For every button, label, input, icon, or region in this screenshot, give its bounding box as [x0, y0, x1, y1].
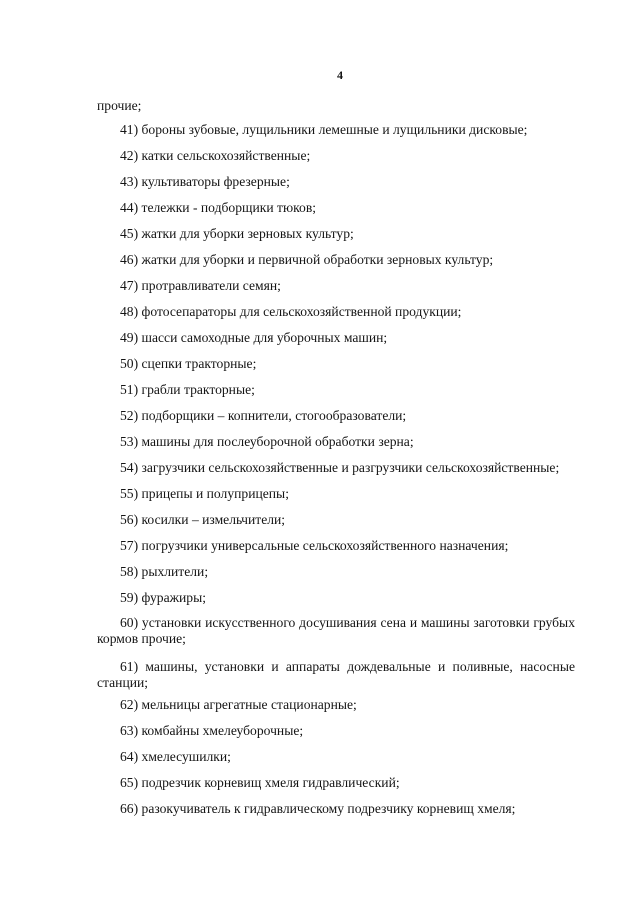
list-item-61: 61) машины, установки и аппараты дождевальные и поливные, насосные станции; [97, 659, 575, 690]
list-item-65: 65) подрезчик корневищ хмеля гидравлический; [120, 775, 400, 790]
list-item-43: 43) культиваторы фрезерные; [120, 174, 290, 189]
list-item-62: 62) мельницы агрегатные стационарные; [120, 697, 357, 712]
list-item-52: 52) подборщики – копнители, стогообразователи; [120, 408, 407, 423]
list-item-45: 45) жатки для уборки зерновых культур; [120, 226, 354, 241]
list-item-66: 66) разокучиватель к гидравлическому подрезчику корневищ хмеля; [120, 801, 516, 816]
list-item-64: 64) хмелесушилки; [120, 749, 231, 764]
list-item-59: 59) фуражиры; [120, 590, 206, 605]
list-item-51: 51) грабли тракторные; [120, 382, 255, 397]
list-item-50: 50) сцепки тракторные; [120, 356, 257, 371]
list-item-53: 53) машины для послеуборочной обработки зерна; [120, 434, 414, 449]
list-item-54: 54) загрузчики сельскохозяйственные и разгрузчики сельскохозяйственные; [120, 460, 560, 475]
list-item-42: 42) катки сельскохозяйственные; [120, 148, 311, 163]
page-number: 4 [337, 68, 343, 82]
list-item-47: 47) протравливатели семян; [120, 278, 281, 293]
list-item-57: 57) погрузчики универсальные сельскохозяйственного назначения; [120, 538, 509, 553]
list-item-60: 60) установки искусственного досушивания сена и машины заготовки грубых кормов прочие; [97, 615, 575, 646]
intro-text: прочие; [97, 98, 142, 113]
list-item-49: 49) шасси самоходные для уборочных машин; [120, 330, 388, 345]
list-item-44: 44) тележки - подборщики тюков; [120, 200, 317, 215]
list-item-63: 63) комбайны хмелеуборочные; [120, 723, 304, 738]
list-item-48: 48) фотосепараторы для сельскохозяйственной продукции; [120, 304, 462, 319]
list-item-58: 58) рыхлители; [120, 564, 209, 579]
list-item-46: 46) жатки для уборки и первичной обработки зерновых культур; [120, 252, 494, 267]
list-item-56: 56) косилки – измельчители; [120, 512, 286, 527]
list-item-41: 41) бороны зубовые, лущильники лемешные и лущильники дисковые; [120, 122, 528, 137]
list-item-55: 55) прицепы и полуприцепы; [120, 486, 289, 501]
